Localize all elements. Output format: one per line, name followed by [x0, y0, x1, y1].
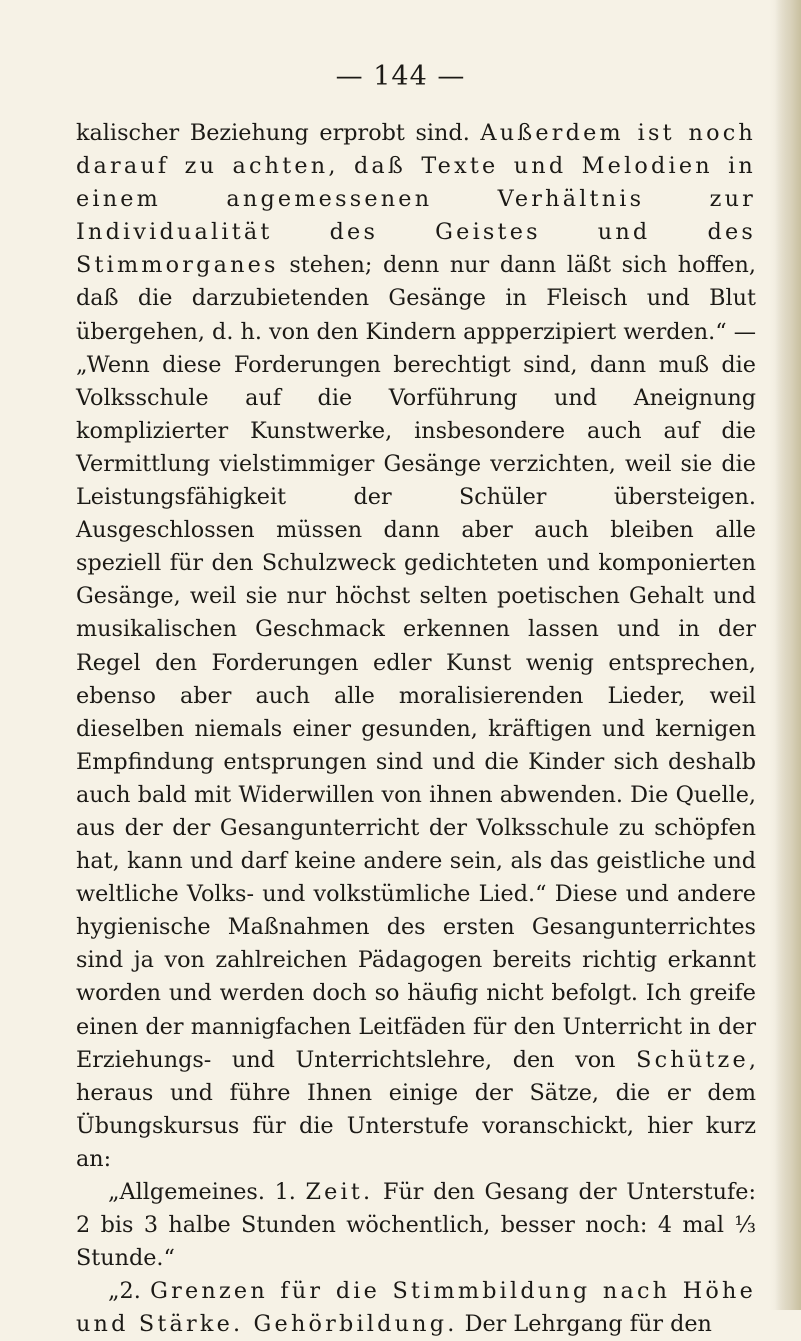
paragraph-1 — [76, 117, 756, 1176]
emphasized-heading-zeit: Zeit. — [305, 1179, 374, 1205]
author-name-emphasis: Schütze — [636, 1046, 749, 1073]
paragraph-3-part-c: Der Lehrgang für den — [457, 1311, 712, 1338]
emphasized-heading-grenzen: Grenzen für die Stimmbildung nach Höhe und Stärke. Gehörbildung. — [76, 1278, 756, 1338]
page-number: — 144 — — [335, 61, 466, 92]
paragraph-2-part-c: Für den Gesang der Unterstufe: 2 bis 3 halbe Stunden wöchentlich, besser noch: 4 mal ⅓ Stunde.“ — [76, 1179, 756, 1272]
paragraph-3-part-a: „2. — [108, 1278, 151, 1305]
emphasized-passage-1: Außerdem ist noch darauf zu achten, daß Texte und Melodien in einem angemessenen Verhältnis zur Individualität des Geistes und des Stimmorganes — [76, 120, 756, 279]
body-text — [76, 117, 756, 1341]
paragraph-1-part-a: kalischer Beziehung erprobt sind. — [76, 120, 481, 146]
paragraph-2 — [76, 1176, 756, 1275]
paragraph-1-part-c: stehen; denn nur dann läßt sich hoffen, daß die darzubietenden Gesänge in Fleisch und Blut übergehen, d. h. von den Kindern appperzipiert werden.“ — „Wenn diese Forderungen berechtigt sind, dann muß die Volksschule auf die Vorführung und Aneignung komplizierter Kunstwerke, insbesondere auch auf die Vermittlung vielstimmiger Gesänge verzichten, weil sie die Leistungsfähigkeit der Schüler übersteigen. Ausgeschlossen müssen dann aber auch bleiben alle speziell für den Schulzweck gedichteten und komponierten Gesänge, weil sie nur höchst selten poetischen Gehalt und musikalischen Geschmack erkennen lassen und in der Regel den Forderungen edler Kunst wenig entsprechen, ebenso aber auch alle moralisierenden Lieder, weil dieselben niemals einer gesunden, kräftigen und kernigen Empfindung entsprungen sind und die Kinder sich deshalb auch bald mit Widerwillen von ihnen abwenden. Die Quelle, aus der der Gesangunterricht der Volksschule zu schöpfen hat, kann und darf keine andere sein, als das geistliche und weltliche Volks- und volkstümliche Lied.“ Diese und andere hygienische Maßnahmen des ersten Gesangunterrichtes sind ja von zahlreichen Pädagogen bereits richtig erkannt worden und werden doch so häufig nicht befolgt. Ich greife einen der mannigfachen Leitfäden für den Unterricht in der Erziehungs- und Unterrichtslehre, den von — [76, 252, 756, 1073]
paragraph-3 — [76, 1275, 756, 1341]
paragraph-2-part-a: „Allgemeines. 1. — [108, 1179, 306, 1205]
page-edge-shadow — [775, 0, 801, 1310]
paragraph-1-part-e: , heraus und führe Ihnen einige der Sätze, die er dem Übungskursus für die Unterstufe voranschickt, hier kurz an: — [76, 1046, 756, 1172]
